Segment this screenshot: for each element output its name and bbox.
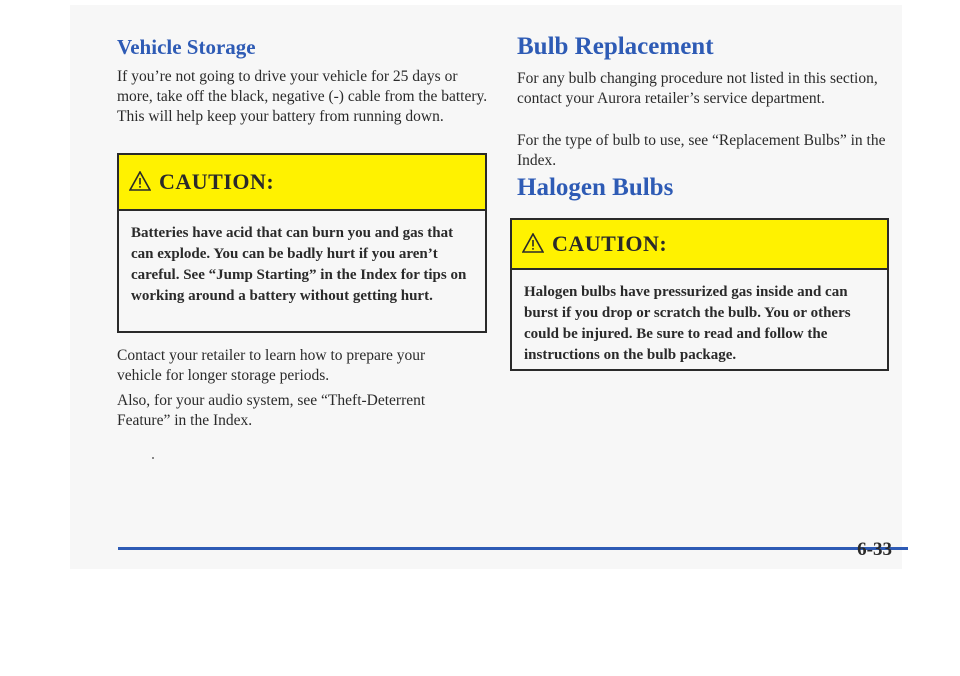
caution-title: CAUTION:	[159, 169, 275, 194]
halogen-bulbs-heading: Halogen Bulbs	[517, 174, 674, 201]
caution-text: Halogen bulbs have pressurized gas inside and can burst if you drop or scratch the bulb. You or others could be injured. Be sure to read and follow the instructions on the bulb package.	[524, 284, 851, 363]
audio-system-text: Also, for your audio system, see “Theft-Deterrent Feature” in the Index.	[117, 392, 426, 429]
warning-triangle-icon	[129, 171, 151, 191]
caution-text: Batteries have acid that can burn you and gas that can explode. You can be badly hurt if you aren’t careful. See “Jump Starting” in the Index for tips on working around a battery without getting hurt.	[131, 225, 467, 304]
bulb-replacement-para-2: For the type of bulb to use, see “Replacement Bulbs” in the Index.	[517, 132, 886, 169]
halogen-caution-box	[510, 218, 889, 371]
bulb-replacement-heading: Bulb Replacement	[517, 33, 714, 60]
warning-triangle-icon	[522, 233, 544, 253]
vehicle-storage-heading: Vehicle Storage	[117, 35, 256, 59]
footer-rule	[118, 547, 908, 550]
caution-header	[512, 220, 887, 270]
page-number: 6-33	[857, 539, 892, 560]
caution-header	[119, 155, 485, 211]
stray-mark	[152, 457, 154, 459]
bulb-replacement-para-1: For any bulb changing procedure not listed in this section, contact your Aurora retailer’s service department.	[517, 70, 878, 107]
vehicle-storage-intro: If you’re not going to drive your vehicle for 25 days or more, take off the black, negative (-) cable from the battery. This will help keep your battery from running down.	[117, 68, 488, 125]
battery-caution-box	[117, 153, 487, 333]
storage-contact-text: Contact your retailer to learn how to prepare your vehicle for longer storage periods.	[117, 347, 426, 384]
caution-title: CAUTION:	[552, 231, 668, 256]
manual-page	[70, 5, 902, 569]
